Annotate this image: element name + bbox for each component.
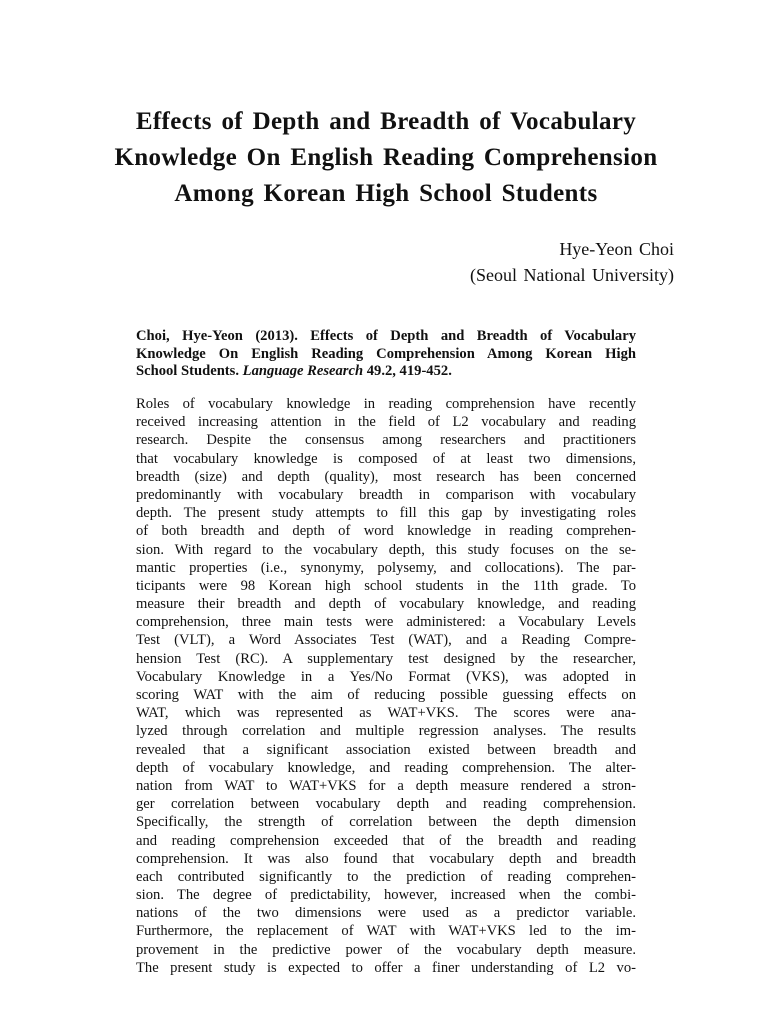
abstract-line: that vocabulary knowledge is composed of at least two dimensions, — [136, 450, 636, 467]
author-name: Hye-Yeon Choi — [559, 239, 674, 259]
citation-block — [136, 328, 636, 381]
abstract-line: Test (VLT), a Word Associates Test (WAT), and a Reading Compre- — [136, 632, 636, 649]
abstract-line: nation from WAT to WAT+VKS for a depth measure rendered a stron- — [136, 777, 636, 794]
citation-title-end: School Students. — [136, 363, 239, 379]
abstract-line: sion. With regard to the vocabulary depth, this study focuses on the se- — [136, 541, 636, 558]
abstract-line: comprehension, three main tests were administered: a Vocabulary Levels — [136, 614, 636, 631]
abstract-line: of both breadth and depth of word knowledge in reading comprehen- — [136, 523, 636, 540]
abstract-line: sion. The degree of predictability, however, increased when the combi- — [136, 887, 636, 904]
abstract-line: Vocabulary Knowledge in a Yes/No Format (VKS), was adopted in — [136, 668, 636, 685]
author-block — [470, 236, 674, 288]
abstract-line: mantic properties (i.e., synonymy, polysemy, and collocations). The par- — [136, 559, 636, 576]
abstract-line: comprehension. It was also found that vocabulary depth and breadth — [136, 850, 636, 867]
citation-line: Choi, Hye-Yeon (2013). Effects of Depth and Breadth of Vocabulary — [136, 328, 636, 344]
abstract-line: breadth (size) and depth (quality), most research has been concerned — [136, 468, 636, 485]
abstract-line: scoring WAT with the aim of reducing possible guessing effects on — [136, 687, 636, 703]
author-affiliation: (Seoul National University) — [470, 265, 674, 285]
volume-pages: 49.2, 419-452. — [366, 363, 452, 379]
abstract-line: ger correlation between vocabulary depth and reading comprehension. — [136, 796, 636, 813]
citation-line: Knowledge On English Reading Comprehension Among Korean High — [136, 345, 636, 362]
title-line: Among Korean High School Students — [174, 180, 598, 207]
abstract-line: research. Despite the consensus among researchers and practitioners — [136, 432, 636, 449]
abstract-line: Roles of vocabulary knowledge in reading comprehension have recently — [136, 396, 636, 412]
abstract-line: depth of vocabulary knowledge, and reading comprehension. The alter- — [136, 759, 636, 776]
abstract-body — [136, 395, 636, 977]
abstract-line: and reading comprehension exceeded that of the breadth and reading — [136, 832, 636, 849]
abstract-line: each contributed significantly to the prediction of reading comprehen- — [136, 868, 636, 885]
abstract-line: measure their breadth and depth of vocabulary knowledge, and reading — [136, 596, 636, 613]
abstract-line: nations of the two dimensions were used as a predictor variable. — [136, 905, 636, 922]
journal-name: Language Research — [242, 363, 364, 379]
paper-title — [96, 104, 676, 212]
abstract-line: WAT, which was represented as WAT+VKS. The scores were ana- — [136, 705, 636, 722]
abstract-line: received increasing attention in the field of L2 vocabulary and reading — [136, 414, 636, 431]
citation-line — [136, 363, 636, 381]
title-line: Effects of Depth and Breadth of Vocabulary — [135, 108, 637, 135]
abstract-line: hension Test (RC). A supplementary test designed by the researcher, — [136, 650, 636, 667]
abstract-line: Specifically, the strength of correlation between the depth dimension — [136, 814, 636, 831]
abstract-line: Furthermore, the replacement of WAT with WAT+VKS led to the im- — [136, 923, 636, 940]
abstract-line: The present study is expected to offer a finer understanding of L2 vo- — [136, 959, 636, 976]
title-line: Knowledge On English Reading Comprehension — [114, 144, 658, 171]
abstract-line: revealed that a significant association existed between breadth and — [136, 741, 636, 758]
abstract-line: ticipants were 98 Korean high school students in the 11th grade. To — [136, 577, 636, 594]
abstract-line: provement in the predictive power of the vocabulary depth measure. — [136, 941, 636, 958]
abstract-line: depth. The present study attempts to fill this gap by investigating roles — [136, 505, 636, 522]
abstract-line: lyzed through correlation and multiple regression analyses. The results — [136, 723, 636, 740]
abstract-line: predominantly with vocabulary breadth in comparison with vocabulary — [136, 486, 636, 503]
